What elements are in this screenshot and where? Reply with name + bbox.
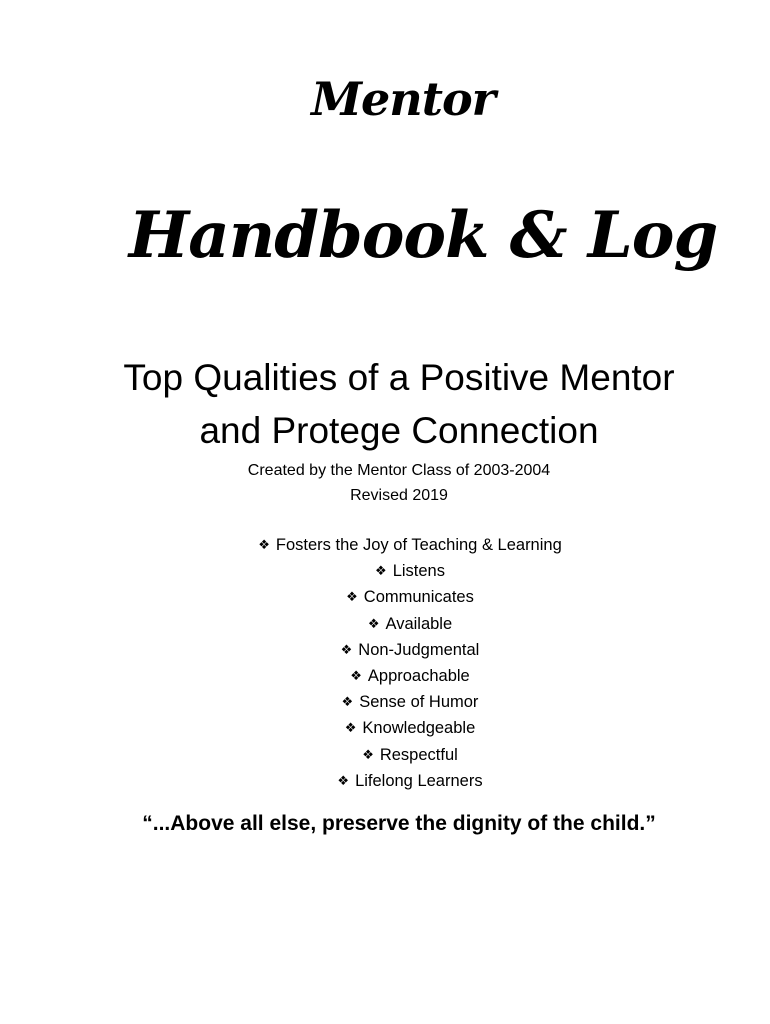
diamond-bullet-icon: ❖ <box>337 773 350 789</box>
quality-label: Non-Judgmental <box>358 640 480 659</box>
list-item <box>0 559 770 585</box>
list-item <box>0 638 770 664</box>
diamond-bullet-icon: ❖ <box>362 747 374 763</box>
heading-line-2: and Protege Connection <box>199 410 599 451</box>
quality-label: Communicates <box>363 588 474 607</box>
diamond-bullet-icon: ❖ <box>344 721 357 737</box>
quality-label: Approachable <box>367 667 470 686</box>
diamond-bullet-icon: ❖ <box>340 642 353 658</box>
diamond-bullet-icon: ❖ <box>258 538 270 553</box>
revised-text: Revised 2019 <box>350 487 448 504</box>
diamond-bullet-icon: ❖ <box>367 616 380 632</box>
closing-quote: “...Above all else, preserve the dignity of the child.” <box>142 812 656 835</box>
quality-label: Listens <box>392 562 445 581</box>
list-item <box>0 716 770 742</box>
quality-label: Available <box>385 614 453 633</box>
quality-label: Lifelong Learners <box>355 771 483 790</box>
diamond-bullet-icon: ❖ <box>346 590 358 606</box>
created-by-text: Created by the Mentor Class of 2003-2004 <box>247 462 551 479</box>
quality-label: Respectful <box>379 745 458 764</box>
diamond-bullet-icon: ❖ <box>375 564 387 580</box>
list-item <box>0 769 770 795</box>
diamond-bullet-icon: ❖ <box>341 695 354 711</box>
list-item <box>0 690 770 716</box>
list-item <box>0 612 770 638</box>
section-heading <box>0 351 770 457</box>
list-item <box>0 664 770 690</box>
quality-label: Sense of Humor <box>359 693 479 712</box>
credits <box>0 458 770 508</box>
title-mentor: Mentor <box>311 72 495 126</box>
qualities-list <box>0 533 770 795</box>
quality-label: Knowledgeable <box>362 719 476 738</box>
list-item <box>0 585 770 611</box>
quality-label: Fosters the Joy of Teaching & Learning <box>275 536 562 554</box>
title-handbook-log: Handbook & Log <box>128 198 718 273</box>
heading-line-1: Top Qualities of a Positive Mentor <box>123 357 675 398</box>
list-item <box>0 533 770 559</box>
diamond-bullet-icon: ❖ <box>350 669 362 685</box>
list-item <box>0 743 770 769</box>
